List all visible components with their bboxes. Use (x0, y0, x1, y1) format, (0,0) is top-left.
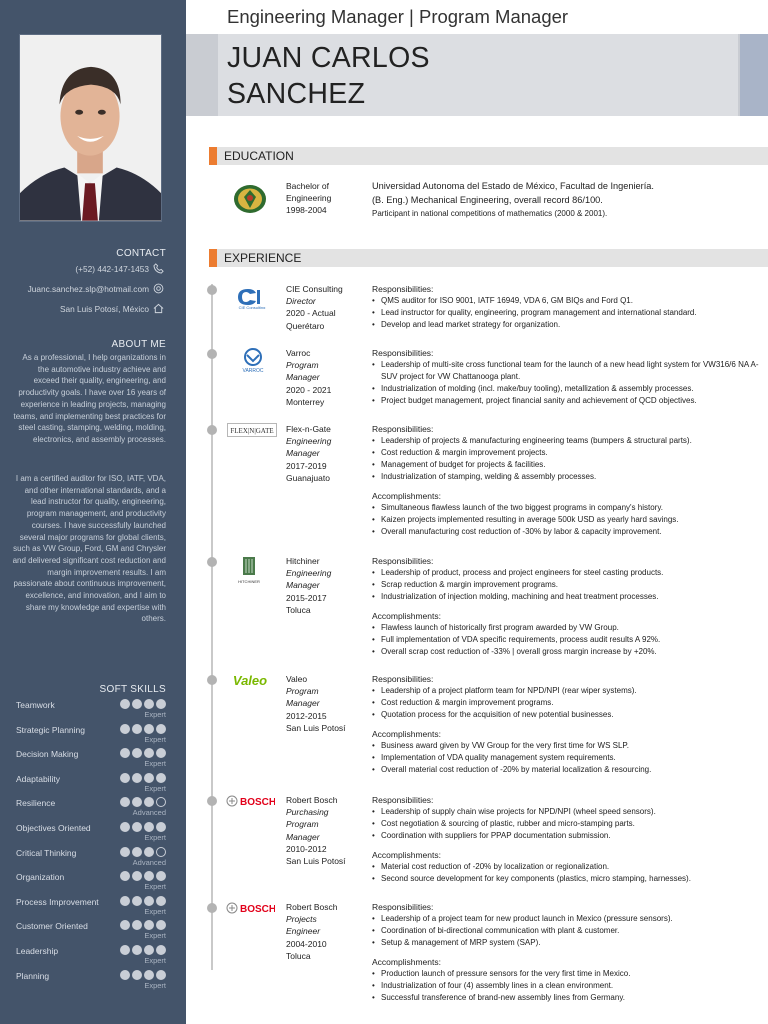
filled-dot-icon (156, 920, 166, 930)
timeline-dot (207, 903, 217, 913)
responsibility-item: • Industrialization of stamping, welding & assembly processes. (372, 471, 764, 483)
accomplishment-item: • Kaizen projects implemented resulting in average 500k USD as yearly hard savings. (372, 514, 764, 526)
filled-dot-icon (120, 945, 130, 955)
email-text[interactable]: Juanc.sanchez.slp@hotmail.com (27, 283, 149, 294)
timeline-dot (207, 425, 217, 435)
filled-dot-icon (132, 970, 142, 980)
skill-rating-dots (120, 920, 166, 930)
accomplishments-list (372, 861, 764, 885)
name-band-accent (740, 34, 768, 116)
accomplishment-item: • Simultaneous flawless launch of the two biggest programs in company's history. (372, 502, 764, 514)
accomplishment-item: • Overall material cost reduction of -20% by material localization & resourcing. (372, 764, 764, 776)
filled-dot-icon (132, 748, 142, 758)
responsibility-item: • Management of budget for projects & facilities. (372, 459, 764, 471)
skill-row (16, 699, 166, 721)
flex-n-gate-logo (227, 423, 277, 442)
skill-level: Expert (144, 906, 166, 916)
skill-row (16, 896, 166, 918)
responsibility-item: • Industrialization of injection molding, machining and heat treatment processes. (372, 591, 764, 603)
filled-dot-icon (120, 699, 130, 709)
skill-rating-dots (120, 797, 166, 807)
company-name: Flex-n-Gate (286, 424, 331, 434)
timeline-dot (207, 285, 217, 295)
accomplishment-item: • Implementation of VDA quality management system requirements. (372, 752, 764, 764)
job-title-line: Engineer (286, 926, 321, 937)
skill-rating-dots (120, 896, 166, 906)
timeline-dot (207, 675, 217, 685)
job-location: Toluca (286, 604, 311, 615)
filled-dot-icon (132, 896, 142, 906)
phone-text: (+52) 442-147-1453 (75, 263, 149, 274)
section-accent-tab (209, 147, 217, 165)
job-title-line: Program (286, 360, 319, 371)
job-title-line: Engineering (286, 568, 332, 579)
job-dates: 2020 - 2021 (286, 384, 332, 395)
responsibilities-list (372, 359, 764, 407)
skill-row (16, 945, 166, 967)
empty-dot-icon (156, 847, 166, 857)
job-location: Toluca (286, 950, 311, 961)
soft-skills-heading: SOFT SKILLS (99, 684, 166, 695)
filled-dot-icon (144, 871, 154, 881)
accomplishment-item: • Overall scrap cost reduction of -33% | overall gross margin increase by +20%. (372, 646, 764, 658)
job-location: San Luis Potosí (286, 856, 346, 867)
skill-level: Expert (144, 734, 166, 744)
job-location: Querétaro (286, 320, 325, 331)
filled-dot-icon (156, 970, 166, 980)
education-years: 1998-2004 (286, 205, 327, 216)
job-dates: 2020 - Actual (286, 308, 336, 319)
spacer (372, 483, 764, 490)
filled-dot-icon (120, 724, 130, 734)
section-accent-tab (209, 249, 217, 267)
skill-rating-dots (120, 871, 166, 881)
skill-name: Teamwork (16, 700, 55, 710)
job-details (372, 555, 764, 658)
skill-name: Organization (16, 872, 65, 883)
responsibilities-label: Responsibilities: (372, 348, 434, 358)
job-title-line: Manager (286, 698, 320, 709)
skill-name: Planning (16, 970, 50, 981)
skill-rating-dots (120, 748, 166, 758)
experience-timeline (211, 284, 213, 970)
responsibility-item: • Cost negotiation & sourcing of plastic, rubber and micro-stamping parts. (372, 818, 764, 830)
skill-rating-dots (120, 773, 166, 783)
responsibilities-list (372, 685, 764, 721)
skill-name: Objectives Oriented (16, 823, 91, 833)
filled-dot-icon (156, 699, 166, 709)
accomplishments-label: Accomplishments: (372, 491, 441, 501)
skill-level: Expert (144, 956, 166, 965)
job-details (372, 901, 764, 1004)
filled-dot-icon (144, 920, 154, 930)
skill-name: Leadership (16, 946, 59, 956)
full-name (227, 40, 430, 112)
responsibilities-label: Responsibilities: (372, 424, 434, 434)
accomplishment-item: • Industrialization of four (4) assembly lines in a clean environment. (372, 980, 764, 992)
spacer (372, 721, 764, 728)
accomplishments-list (372, 622, 764, 658)
filled-dot-icon (120, 773, 130, 783)
skill-level: Expert (144, 710, 166, 719)
filled-dot-icon (120, 920, 130, 930)
skill-level: Advanced (132, 808, 166, 818)
about-paragraph-2: I am a certified auditor for ISO, IATF, VDA, and other international standards, and a lead instructor for quality, engineering, program management, and productivity courses. I have successfully launched several major programs for global clients, such as VW Group, Ford, GM and Chrysler and delivered significant cost reduction and margin improvement results. I am passionate about continuous improvement, excellence, and innovation, and I aim to share my knowledge and expertise with others. (12, 474, 166, 624)
filled-dot-icon (120, 970, 130, 980)
skill-name: Decision Making (16, 749, 79, 760)
filled-dot-icon (144, 797, 154, 807)
degree-detail: (B. Eng.) Mechanical Engineering, overall record 86/100. (372, 194, 603, 205)
sidebar (0, 0, 186, 1024)
skill-row (16, 847, 166, 869)
experience-heading: EXPERIENCE (224, 251, 302, 265)
filled-dot-icon (144, 945, 154, 955)
svg-text:FLEX|N|GATE: FLEX|N|GATE (230, 427, 274, 435)
home-icon (153, 303, 164, 314)
accomplishment-item: • Flawless launch of historically first program awarded by VW Group. (372, 622, 764, 634)
accomplishment-item: • Material cost reduction of -20% by localization or regionalization. (372, 861, 764, 873)
company-name: Robert Bosch (286, 902, 338, 912)
accomplishment-item: • Full implementation of VDA specific requirements, process audit results A 92%. (372, 634, 764, 646)
accomplishment-item: • Successful transference of brand-new assembly lines from Germany. (372, 992, 764, 1004)
skill-row (16, 920, 166, 942)
filled-dot-icon (144, 699, 154, 709)
responsibility-item: • Leadership of supply chain wise projects for NPD/NPI (wheel speed sensors). (372, 806, 764, 818)
company-name: Hitchiner (286, 556, 320, 566)
phone-icon (153, 263, 164, 274)
job-meta (286, 794, 346, 867)
skill-level: Expert (144, 931, 166, 941)
cie-consulting-logo (232, 285, 272, 314)
filled-dot-icon (144, 748, 154, 758)
varroc-logo (233, 347, 273, 378)
skill-rating-dots (120, 970, 166, 980)
skill-name: Process Improvement (16, 896, 99, 907)
timeline-dot (207, 349, 217, 359)
svg-text:HITCHINER: HITCHINER (238, 579, 260, 584)
job-location: San Luis Potosí (286, 722, 346, 733)
profile-photo (19, 34, 162, 222)
filled-dot-icon (132, 699, 142, 709)
filled-dot-icon (132, 847, 142, 857)
skill-name: Adaptability (16, 773, 60, 784)
experience-section-header (209, 249, 768, 267)
name-line-1: JUAN CARLOS (227, 42, 430, 74)
about-paragraph-1: As a professional, I help organizations in the automotive industry achieve and exceed their quality, engineering, and productivity goals. I have over 16 years of experience in leading projects, managing teams, and implementing best practices for steel casting, stamping, welding, molding, electronics, and assembly processes. (13, 353, 166, 444)
degree-line-1: Bachelor of (286, 181, 329, 191)
filled-dot-icon (156, 773, 166, 783)
job-details (372, 283, 764, 331)
responsibilities-label: Responsibilities: (372, 556, 434, 566)
filled-dot-icon (120, 822, 130, 832)
skill-level: Advanced (132, 857, 166, 867)
skill-row (16, 871, 166, 893)
job-title-line: Program (286, 819, 319, 830)
filled-dot-icon (132, 920, 142, 930)
job-dates: 2017-2019 (286, 460, 327, 471)
skill-row (16, 748, 166, 770)
responsibility-item: • Leadership of projects & manufacturing engineering teams (bumpers & structural parts). (372, 435, 764, 447)
filled-dot-icon (156, 896, 166, 906)
accomplishments-list (372, 968, 764, 1004)
accomplishment-item: • Second source development for key components (plastics, micro stamping, harnesses). (372, 873, 764, 885)
filled-dot-icon (132, 773, 142, 783)
responsibilities-label: Responsibilities: (372, 674, 434, 684)
filled-dot-icon (120, 748, 130, 758)
location-text: San Luis Potosí, México (59, 303, 149, 314)
accomplishment-item: • Overall manufacturing cost reduction of -30% by labor & capacity improvement. (372, 526, 764, 538)
skill-name: Customer Oriented (16, 921, 88, 932)
responsibility-item: • QMS auditor for ISO 9001, IATF 16949, VDA 6, GM BIQs and Ford Q1. (372, 295, 764, 307)
skill-rating-dots (120, 847, 166, 857)
hitchiner-logo (234, 555, 264, 590)
email-at-icon (153, 283, 164, 294)
education-note: Participant in national competitions of mathematics (2000 & 2001). (372, 209, 608, 219)
skill-rating-dots (120, 699, 166, 709)
education-section-header (209, 147, 768, 165)
skill-rating-dots (120, 822, 166, 832)
skill-level: Expert (144, 882, 166, 892)
bosch-logo (225, 794, 275, 813)
filled-dot-icon (132, 871, 142, 881)
spacer (372, 949, 764, 956)
responsibilities-list (372, 295, 764, 331)
filled-dot-icon (156, 724, 166, 734)
skill-level: Expert (144, 783, 166, 793)
job-title-line: Manager (286, 448, 320, 459)
skill-row (16, 797, 166, 819)
education-details (372, 180, 654, 221)
svg-text:BOSCH: BOSCH (240, 904, 275, 915)
filled-dot-icon (144, 822, 154, 832)
university-seal-logo (232, 183, 268, 215)
contact-location (60, 303, 164, 314)
responsibility-item: • Coordination with suppliers for PPAP documentation submission. (372, 830, 764, 842)
university-name: Universidad Autonoma del Estado de México, Facultad de Ingeniería. (372, 181, 654, 191)
company-name: Valeo (286, 674, 308, 684)
company-name: Robert Bosch (286, 795, 338, 805)
accomplishments-label: Accomplishments: (372, 957, 441, 967)
svg-text:VARROC: VARROC (242, 368, 264, 373)
responsibilities-label: Responsibilities: (372, 284, 434, 294)
responsibility-item: • Leadership of a project team for new product launch in Mexico (pressure sensors). (372, 913, 764, 925)
job-meta (286, 423, 331, 484)
responsibility-item: • Leadership of a project platform team for NPD/NPI (rear wiper systems). (372, 685, 764, 697)
filled-dot-icon (120, 847, 130, 857)
job-meta (286, 901, 338, 962)
company-name: Varroc (286, 348, 311, 358)
responsibility-item: • Cost reduction & margin improvement programs. (372, 697, 764, 709)
responsibility-item: • Leadership of multi-site cross functional team for the launch of a new head light system for VW316/6 NA A-SUV project for VW Chattanooga plant. (372, 359, 764, 383)
contact-heading: CONTACT (116, 248, 166, 259)
filled-dot-icon (120, 797, 130, 807)
job-title-line: Manager (286, 831, 320, 842)
skill-name: Strategic Planning (16, 724, 85, 735)
education-heading: EDUCATION (224, 149, 294, 163)
responsibilities-list (372, 806, 764, 842)
job-title-line: Manager (286, 580, 320, 591)
skill-level: Expert (144, 980, 166, 990)
filled-dot-icon (132, 822, 142, 832)
job-dates: 2012-2015 (286, 710, 327, 721)
accomplishments-label: Accomplishments: (372, 729, 441, 739)
spacer (372, 842, 764, 849)
accomplishments-label: Accomplishments: (372, 850, 441, 860)
company-name: CIE Consulting (286, 284, 343, 294)
responsibility-item: • Industrialization of molding (incl. make/buy tooling), metallization & assembly processes. (372, 383, 764, 395)
job-title-line: Manager (286, 372, 320, 383)
job-title-line: Program (286, 686, 319, 697)
filled-dot-icon (144, 773, 154, 783)
job-details (372, 794, 764, 885)
skill-name: Resilience (16, 798, 56, 809)
skill-row (16, 773, 166, 795)
filled-dot-icon (144, 970, 154, 980)
accomplishments-list (372, 502, 764, 538)
contact-phone (75, 263, 164, 274)
responsibility-item: • Lead instructor for quality, engineering, program management and international standard. (372, 307, 764, 319)
responsibility-item: • Scrap reduction & margin improvement programs. (372, 579, 764, 591)
accomplishments-label: Accomplishments: (372, 611, 441, 621)
degree-line-2: Engineering (286, 193, 332, 204)
svg-text:CIE Consulting: CIE Consulting (238, 305, 266, 309)
job-location: Guanajuato (286, 472, 330, 483)
responsibilities-list (372, 913, 764, 949)
skill-row (16, 724, 166, 746)
svg-text:Valeo: Valeo (232, 673, 268, 688)
empty-dot-icon (156, 797, 166, 807)
responsibility-item: • Coordination of bi-directional communication with plant & customer. (372, 925, 764, 937)
job-title-line: Director (286, 296, 316, 307)
job-details (372, 347, 764, 407)
filled-dot-icon (132, 724, 142, 734)
filled-dot-icon (156, 871, 166, 881)
responsibility-item: • Project budget management, project financial sanity and achievement of QCD objectives. (372, 395, 764, 407)
name-line-2: SANCHEZ (227, 78, 366, 110)
filled-dot-icon (156, 748, 166, 758)
job-meta (286, 555, 331, 616)
job-meta (286, 283, 343, 332)
accomplishments-list (372, 740, 764, 776)
responsibility-item: • Cost reduction & margin improvement projects. (372, 447, 764, 459)
responsibility-item: • Quotation process for the acquisition of new potential businesses. (372, 709, 764, 721)
job-details (372, 673, 764, 776)
job-title-line: Projects (286, 914, 317, 925)
job-details (372, 423, 764, 538)
responsibilities-list (372, 435, 764, 483)
skill-name: Critical Thinking (16, 847, 77, 858)
skill-row (16, 970, 166, 992)
timeline-dot (207, 557, 217, 567)
job-title-line: Purchasing (286, 807, 329, 818)
skill-rating-dots (120, 945, 166, 955)
job-location: Monterrey (286, 396, 325, 407)
job-meta (286, 673, 346, 734)
timeline-dot (207, 796, 217, 806)
responsibility-item: • Develop and lead market strategy for organization. (372, 319, 764, 331)
skill-level: Expert (144, 759, 166, 769)
accomplishment-item: • Production launch of pressure sensors for the very first time in Mexico. (372, 968, 764, 980)
skill-level: Expert (144, 833, 166, 842)
job-dates: 2015-2017 (286, 592, 327, 603)
role-title: Engineering Manager | Program Manager (227, 6, 569, 27)
responsibilities-label: Responsibilities: (372, 902, 434, 912)
filled-dot-icon (132, 945, 142, 955)
about-heading: ABOUT ME (111, 339, 166, 350)
education-meta (286, 180, 331, 217)
svg-text:BOSCH: BOSCH (240, 797, 275, 808)
filled-dot-icon (120, 871, 130, 881)
valeo-logo (229, 673, 271, 694)
skill-row (16, 822, 166, 844)
job-dates: 2004-2010 (286, 938, 327, 949)
spacer (372, 603, 764, 610)
filled-dot-icon (132, 797, 142, 807)
filled-dot-icon (156, 822, 166, 832)
responsibility-item: • Leadership of product, process and project engineers for steel casting products. (372, 567, 764, 579)
responsibilities-label: Responsibilities: (372, 795, 434, 805)
accomplishment-item: • Business award given by VW Group for the very first time for WS SLP. (372, 740, 764, 752)
skill-rating-dots (120, 724, 166, 734)
job-meta (286, 347, 331, 408)
filled-dot-icon (120, 896, 130, 906)
filled-dot-icon (144, 847, 154, 857)
filled-dot-icon (144, 896, 154, 906)
responsibility-item: • Setup & management of MRP system (SAP). (372, 937, 764, 949)
bosch-logo (225, 901, 275, 920)
contact-email[interactable] (28, 283, 164, 294)
responsibilities-list (372, 567, 764, 603)
filled-dot-icon (144, 724, 154, 734)
filled-dot-icon (156, 945, 166, 955)
job-title-line: Engineering (286, 436, 332, 447)
job-dates: 2010-2012 (286, 843, 327, 854)
